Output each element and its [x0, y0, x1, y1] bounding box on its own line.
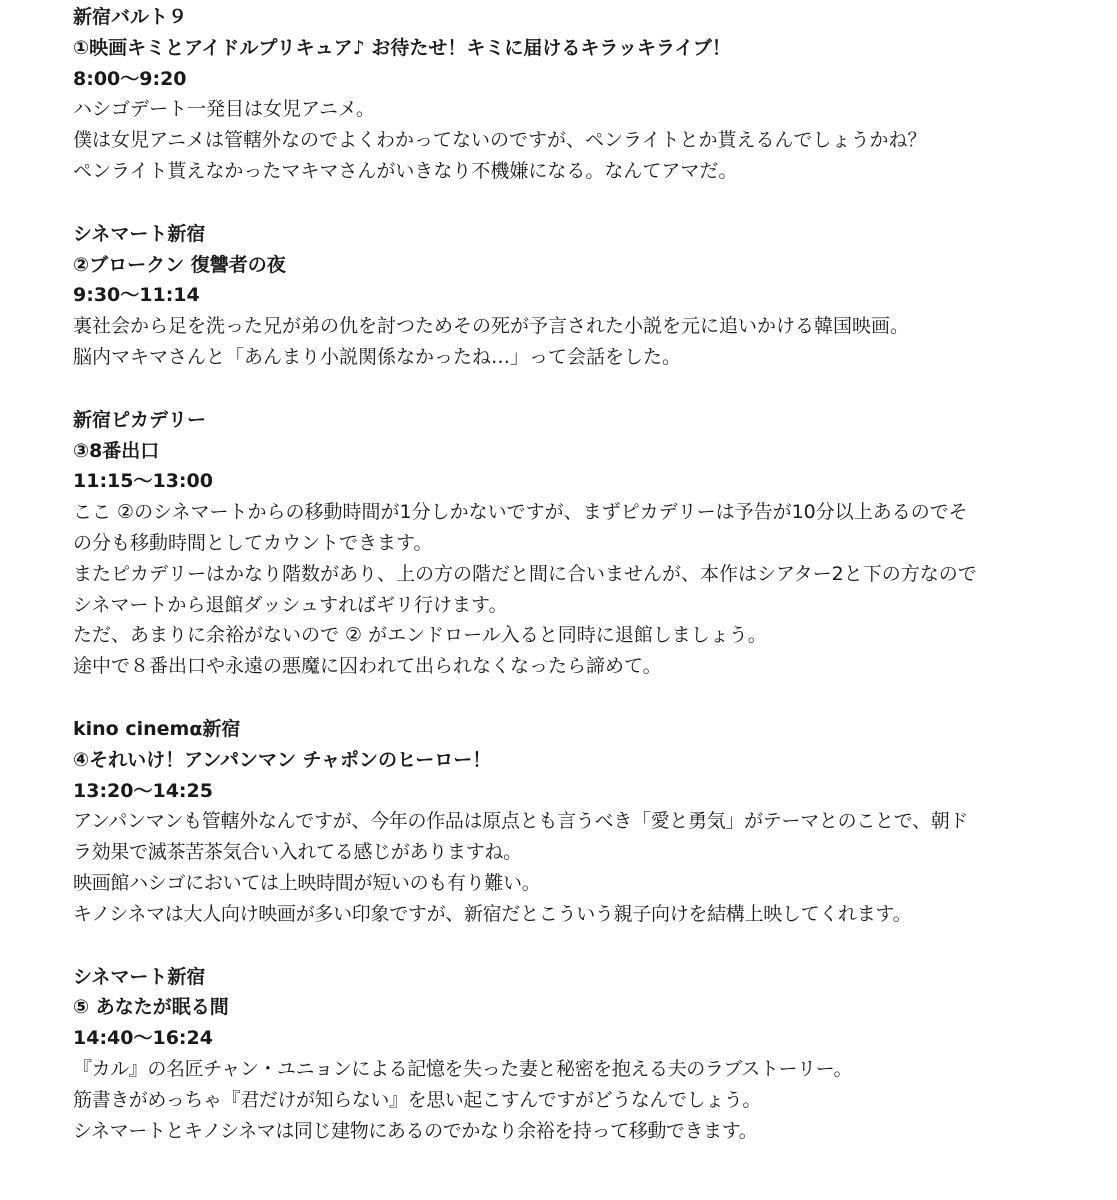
body-line: の分も移動時間としてカウントできます。 [73, 531, 433, 554]
schedule-entry-2 [73, 219, 1117, 373]
theater-name: シネマート新宿 [73, 965, 206, 988]
schedule-entry-3 [73, 405, 1117, 682]
schedule-entry-4 [73, 714, 1117, 930]
movie-title: ①映画キミとアイドルプリキュア♪ お待たせ！キミに届けるキラッキライブ！ [73, 36, 731, 59]
movie-title: ⑤ あなたが眠る間 [73, 996, 229, 1019]
body-line: ラ効果で滅茶苦茶気合い入れてる感じがありますね。 [73, 841, 522, 864]
body-line: 映画館ハシゴにおいては上映時間が短いのも有り難い。 [73, 871, 541, 894]
body-line: シネマートから退館ダッシュすればギリ行けます。 [73, 593, 508, 616]
body-line: 『カル』の名匠チャン・ユニョンによる記憶を失った妻と秘密を抱える夫のラブストーリー。 [73, 1057, 853, 1080]
movie-title: ③8番出口 [73, 439, 160, 462]
movie-title: ④それいけ！アンパンマン チャポンのヒーロー！ [73, 748, 492, 771]
theater-name: 新宿ピカデリー [73, 408, 207, 431]
body-line: 僕は女児アニメは管轄外なのでよくわかってないのですが、ペンライトとか貰えるんでしょうかね？ [73, 129, 927, 152]
showtime: 11:15〜13:00 [73, 470, 213, 493]
body-line: シネマートとキノシネマは同じ建物にあるのでかなり余裕を持って移動できます。 [73, 1119, 758, 1142]
showtime: 8:00〜9:20 [73, 67, 187, 90]
theater-name: シネマート新宿 [73, 222, 206, 245]
showtime: 14:40〜16:24 [73, 1027, 213, 1050]
showtime: 13:20〜14:25 [73, 779, 213, 802]
body-line: ただ、あまりに余裕がないので ② がエンドロール入ると同時に退館しましょう。 [73, 624, 767, 647]
body-line: ハシゴデート一発目は女児アニメ。 [73, 98, 375, 121]
body-line: 脳内マキマさんと「あんまり小説関係なかったね…」って会話をした。 [73, 345, 682, 368]
theater-name: 新宿バルト９ [73, 6, 188, 28]
body-line: キノシネマは大人向け映画が多い印象ですが、新宿だとこういう親子向けを結構上映してくれます。 [73, 902, 912, 925]
body-line: ここ ②のシネマートからの移動時間が1分しかないですが、まずピカデリーは予告が10分以上あるのでそ [73, 501, 968, 524]
body-line: アンパンマンも管轄外なんですが、今年の作品は原点とも言うべき「愛と勇気」がテーマとのことで、朝ド [73, 810, 969, 833]
showtime: 9:30〜11:14 [73, 284, 200, 307]
body-line: またピカデリーはかなり階数があり、上の方の階だと間に合いませんが、本作はシアター2と下の方なので [73, 562, 977, 585]
schedule-entry-1 [73, 2, 1117, 187]
body-line: 筋書きがめっちゃ『君だけが知らない』を思い起こすんですがどうなんでしょう。 [73, 1088, 762, 1111]
schedule-entry-5 [73, 962, 1117, 1147]
body-line: 途中で８番出口や永遠の悪魔に囚われて出られなくなったら諦めて。 [73, 655, 662, 678]
movie-title: ②ブロークン 復讐者の夜 [73, 253, 286, 276]
body-line: ペンライト貰えなかったマキマさんがいきなり不機嫌になる。なんてアマだ。 [73, 159, 738, 182]
theater-name: kino cinemα新宿 [73, 717, 241, 740]
body-line: 裏社会から足を洗った兄が弟の仇を討つためその死が予言された小説を元に追いかける韓国映画。 [73, 315, 910, 338]
